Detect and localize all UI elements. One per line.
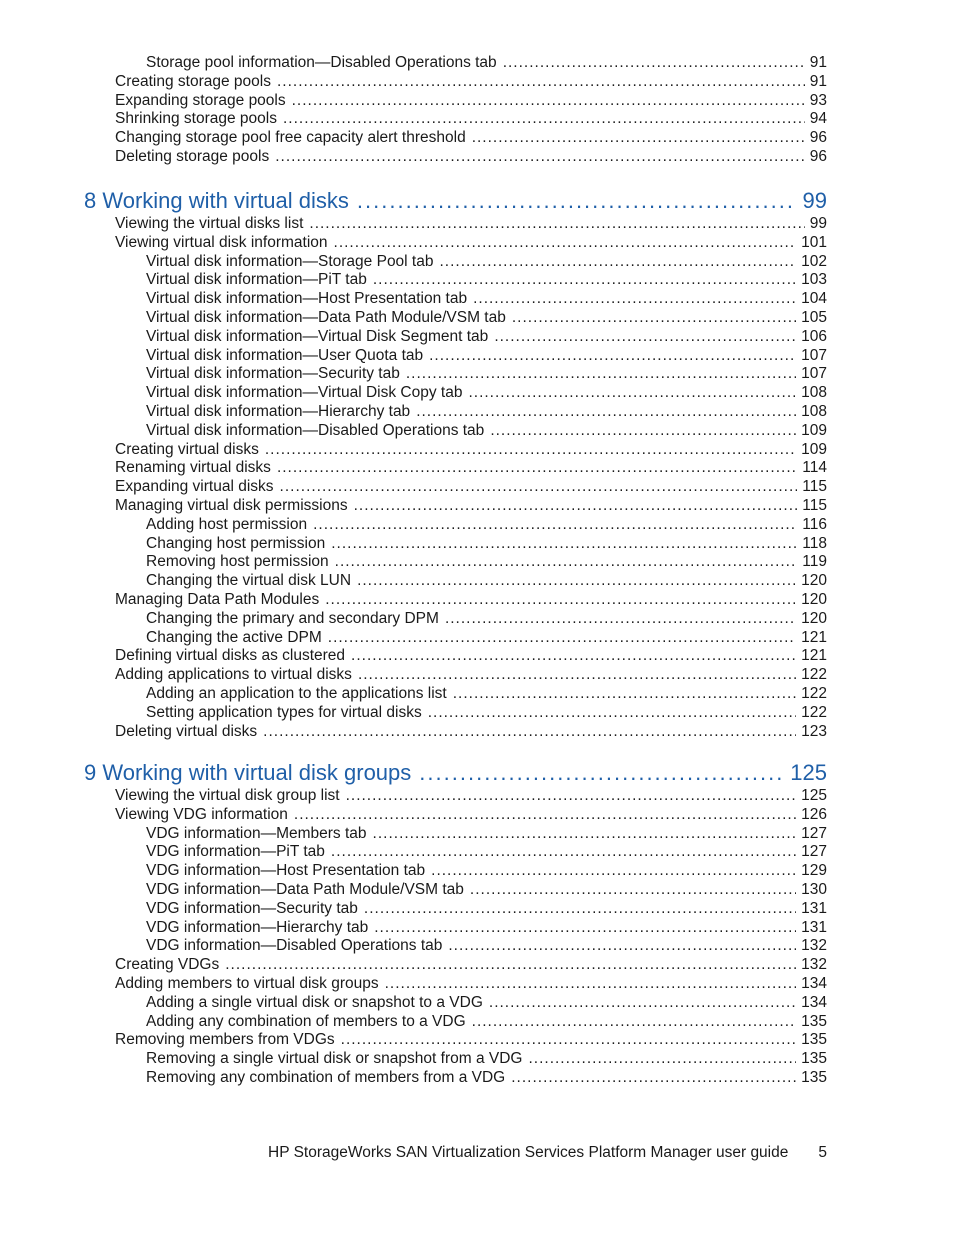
toc-entry-page: 135 — [801, 1031, 827, 1049]
toc-entry-title: Viewing VDG information — [115, 805, 288, 823]
toc-entry[interactable] — [146, 421, 827, 440]
toc-entry-title: VDG information—Disabled Operations tab — [146, 937, 443, 955]
toc-entry-title: Expanding storage pools — [115, 91, 286, 109]
toc-entry-page: 96 — [809, 148, 827, 165]
toc-entry-page: 116 — [802, 515, 827, 533]
chapter-title: 8 Working with virtual disks — [84, 188, 349, 213]
toc-entry[interactable] — [146, 346, 827, 365]
toc-entry-page: 132 — [801, 937, 827, 955]
dot-leader — [364, 899, 796, 918]
toc-entry[interactable] — [146, 628, 827, 647]
toc-entry-page: 125 — [801, 787, 827, 804]
toc-entry-title: Virtual disk information—Storage Pool tab — [146, 252, 434, 270]
dot-leader — [472, 1012, 796, 1031]
toc-entry[interactable] — [146, 684, 827, 703]
toc-entry-page: 120 — [801, 609, 827, 627]
dot-leader — [277, 458, 797, 477]
dot-leader — [334, 233, 797, 252]
toc-entry-title: Expanding virtual disks — [115, 478, 274, 496]
toc-entry-title: Removing members from VDGs — [115, 1031, 335, 1049]
toc-entry[interactable] — [115, 496, 827, 515]
toc-entry-page: 108 — [801, 384, 827, 402]
toc-entry-page: 99 — [809, 215, 827, 232]
dot-leader — [358, 665, 796, 684]
toc-entry-title: Deleting virtual disks — [115, 722, 258, 740]
dot-leader — [328, 628, 796, 647]
toc-entry-page: 121 — [801, 647, 827, 665]
toc-entry-title: Creating storage pools — [115, 72, 271, 90]
toc-entry[interactable] — [115, 974, 827, 993]
toc-entry-title: Viewing virtual disk information — [115, 233, 328, 251]
dot-leader — [468, 383, 796, 402]
toc-entry-title: Adding an application to the applications list — [146, 685, 447, 702]
dot-leader — [419, 758, 784, 788]
toc-entry-page: 132 — [801, 956, 827, 974]
toc-entry[interactable] — [115, 665, 827, 684]
dot-leader — [528, 1049, 796, 1068]
toc-entry[interactable] — [146, 364, 827, 383]
toc-entry-page: 107 — [801, 346, 827, 364]
toc-entry[interactable] — [146, 1049, 827, 1068]
toc-entry-page: 131 — [801, 899, 827, 917]
toc-entry[interactable] — [115, 72, 827, 91]
toc-entry[interactable] — [146, 289, 827, 308]
toc-entry-page: 134 — [801, 975, 827, 992]
dot-leader — [428, 703, 796, 722]
toc-entry-page: 135 — [801, 1069, 827, 1086]
toc-entry[interactable] — [115, 440, 827, 459]
toc-entry-page: 131 — [801, 918, 827, 936]
dot-leader — [335, 552, 798, 571]
toc-entry-page: 130 — [801, 881, 827, 898]
chapter-page: 125 — [790, 760, 827, 785]
toc-entry-title: Creating virtual disks — [115, 440, 259, 458]
toc-entry-title: Setting application types for virtual disks — [146, 703, 422, 721]
toc-entry[interactable] — [115, 786, 827, 805]
toc-entry-title: Changing the active DPM — [146, 628, 322, 646]
dot-leader — [351, 646, 796, 665]
toc-entry[interactable] — [146, 53, 827, 72]
toc-entry[interactable] — [115, 955, 827, 974]
toc-entry[interactable] — [115, 128, 827, 147]
toc-entry-title: Adding a single virtual disk or snapshot to a VDG — [146, 993, 483, 1011]
toc-entry-title: Adding applications to virtual disks — [115, 666, 352, 684]
toc-entry[interactable] — [146, 383, 827, 402]
dot-leader — [275, 147, 805, 166]
toc-entry-page: 103 — [801, 271, 827, 289]
toc-entry[interactable] — [146, 402, 827, 421]
toc-entry[interactable] — [146, 842, 827, 861]
toc-entry-page: 101 — [801, 233, 827, 251]
toc-entry[interactable] — [115, 1030, 827, 1049]
toc-entry[interactable] — [146, 1068, 827, 1087]
toc-entry[interactable] — [115, 805, 827, 824]
dot-leader — [512, 308, 796, 327]
toc-entry-page: 119 — [802, 553, 827, 571]
toc-entry[interactable] — [115, 147, 827, 166]
toc-entry-title: Changing the virtual disk LUN — [146, 572, 352, 590]
chapter-9-heading[interactable] — [84, 758, 827, 788]
chapter-8-heading[interactable] — [84, 186, 827, 216]
toc-entry-page: 105 — [801, 309, 827, 326]
toc-entry[interactable] — [115, 91, 827, 110]
toc-entry-page: 108 — [801, 403, 827, 420]
toc-entry-title: Virtual disk information—User Quota tab — [146, 346, 424, 364]
dot-leader — [429, 346, 796, 365]
dot-leader — [313, 515, 797, 534]
toc-entry[interactable] — [146, 534, 827, 553]
dot-leader — [357, 186, 797, 216]
toc-entry-title: Changing storage pool free capacity alert threshold — [115, 129, 466, 147]
page-footer — [0, 1142, 827, 1164]
toc-entry[interactable] — [146, 327, 827, 346]
toc-entry-page: 121 — [801, 628, 827, 646]
toc-entry-title: Virtual disk information—Disabled Operations tab — [146, 421, 485, 439]
toc-entry[interactable] — [146, 899, 827, 918]
toc-entry-page: 135 — [801, 1012, 827, 1030]
dot-leader — [325, 590, 796, 609]
toc-entry-title: Shrinking storage pools — [115, 110, 277, 128]
toc-entry[interactable] — [146, 571, 827, 590]
toc-entry-page: 120 — [801, 572, 827, 590]
toc-entry-page: 94 — [809, 110, 827, 128]
dot-leader — [373, 270, 796, 289]
chapter-title: 9 Working with virtual disk groups — [84, 760, 412, 785]
toc-entry-page: 127 — [801, 824, 827, 842]
toc-entry[interactable] — [146, 880, 827, 899]
toc-entry-page: 135 — [801, 1050, 827, 1068]
toc-entry-page: 96 — [809, 129, 827, 147]
toc-entry-title: Removing a single virtual disk or snapshot from a VDG — [146, 1050, 523, 1068]
toc-entry-title: Storage pool information—Disabled Operations tab — [146, 54, 497, 71]
toc-entry-page: 114 — [802, 459, 827, 477]
dot-leader — [470, 880, 796, 899]
toc-entry-page: 126 — [801, 805, 827, 823]
toc-entry-title: VDG information—Data Path Module/VSM tab — [146, 881, 464, 898]
toc-entry-page: 109 — [801, 440, 827, 458]
toc-entry-page: 93 — [809, 91, 827, 109]
toc-entry-title: Virtual disk information—PiT tab — [146, 271, 367, 289]
footer-page-number: 5 — [818, 1144, 827, 1161]
toc-entry-title: Removing any combination of members from a VDG — [146, 1069, 506, 1086]
dot-leader — [439, 252, 796, 271]
dot-leader — [292, 91, 805, 110]
toc-entry[interactable] — [115, 722, 827, 741]
toc-entry-title: Viewing the virtual disks list — [115, 215, 304, 232]
dot-leader — [309, 214, 804, 233]
toc-entry-title: VDG information—Members tab — [146, 824, 367, 842]
toc-entry-title: Virtual disk information—Virtual Disk Segment tab — [146, 327, 489, 345]
toc-entry-page: 115 — [802, 478, 827, 496]
toc-entry-title: Adding members to virtual disk groups — [115, 975, 379, 992]
toc-entry[interactable] — [146, 308, 827, 327]
toc-entry[interactable] — [115, 590, 827, 609]
toc-entry-page: 129 — [801, 862, 827, 880]
toc-entry[interactable] — [146, 993, 827, 1012]
dot-leader — [503, 53, 805, 72]
toc-entry[interactable] — [146, 252, 827, 271]
dot-leader — [448, 936, 796, 955]
toc-entry-title: VDG information—PiT tab — [146, 843, 325, 861]
dot-leader — [225, 955, 796, 974]
toc-entry-page: 122 — [801, 685, 827, 702]
toc-entry[interactable] — [115, 458, 827, 477]
dot-leader — [445, 609, 796, 628]
toc-entry-title: Virtual disk information—Data Path Module/VSM tab — [146, 309, 506, 326]
dot-leader — [283, 109, 805, 128]
toc-entry-title: VDG information—Host Presentation tab — [146, 862, 426, 880]
toc-entry[interactable] — [146, 609, 827, 628]
toc-entry[interactable] — [115, 646, 827, 665]
toc-entry[interactable] — [146, 515, 827, 534]
toc-entry-title: Adding host permission — [146, 515, 308, 533]
toc-entry-title: Defining virtual disks as clustered — [115, 647, 346, 665]
dot-leader — [263, 722, 796, 741]
toc-entry-page: 120 — [801, 591, 827, 608]
dot-leader — [416, 402, 796, 421]
dot-leader — [277, 72, 805, 91]
toc-entry-title: VDG information—Security tab — [146, 899, 358, 917]
toc-entry[interactable] — [146, 552, 827, 571]
toc-entry-page: 122 — [801, 703, 827, 721]
dot-leader — [373, 824, 797, 843]
toc-entry-title: Managing virtual disk permissions — [115, 497, 348, 514]
dot-leader — [374, 918, 796, 937]
toc-entry[interactable] — [115, 477, 827, 496]
toc-entry-title: Adding any combination of members to a VDG — [146, 1012, 466, 1030]
toc-entry[interactable] — [115, 109, 827, 128]
dot-leader — [294, 805, 796, 824]
toc-entry[interactable] — [146, 1012, 827, 1031]
toc-entry-title: Virtual disk information—Virtual Disk Copy tab — [146, 384, 463, 402]
dot-leader — [511, 1068, 796, 1087]
toc-entry-title: Renaming virtual disks — [115, 459, 271, 477]
toc-entry-title: Managing Data Path Modules — [115, 591, 320, 608]
toc-entry-page: 102 — [801, 252, 827, 270]
toc-entry-page: 91 — [809, 72, 827, 90]
dot-leader — [341, 1030, 796, 1049]
toc-entry[interactable] — [146, 270, 827, 289]
toc-entry-title: Changing the primary and secondary DPM — [146, 609, 439, 627]
dot-leader — [331, 534, 797, 553]
dot-leader — [280, 477, 798, 496]
toc-entry[interactable] — [146, 824, 827, 843]
dot-leader — [472, 128, 805, 147]
toc-entry-page: 91 — [809, 54, 827, 71]
toc-entry-title: Virtual disk information—Hierarchy tab — [146, 403, 411, 420]
footer-guide-title: HP StorageWorks SAN Virtualization Services Platform Manager user guide — [268, 1144, 789, 1161]
toc-entry-title: VDG information—Hierarchy tab — [146, 918, 369, 936]
dot-leader — [489, 993, 796, 1012]
dot-leader — [331, 842, 796, 861]
toc-entry[interactable] — [146, 861, 827, 880]
dot-leader — [354, 496, 798, 515]
dot-leader — [473, 289, 796, 308]
toc-entry-title: Changing host permission — [146, 534, 326, 552]
toc-entry-page: 106 — [801, 327, 827, 345]
dot-leader — [490, 421, 796, 440]
toc-entry-page: 122 — [801, 666, 827, 684]
dot-leader — [453, 684, 796, 703]
toc-entry-page: 134 — [801, 993, 827, 1011]
toc-entry-page: 107 — [801, 365, 827, 383]
dot-leader — [357, 571, 796, 590]
chapter-page: 99 — [802, 188, 827, 213]
toc-entry-title: Creating VDGs — [115, 956, 220, 974]
toc-entry-page: 118 — [802, 534, 827, 552]
toc-entry-page: 115 — [802, 497, 827, 514]
toc-entry-title: Deleting storage pools — [115, 148, 270, 165]
toc-entry[interactable] — [146, 703, 827, 722]
toc-entry-title: Viewing the virtual disk group list — [115, 787, 340, 804]
dot-leader — [406, 364, 796, 383]
toc-entry[interactable] — [146, 936, 827, 955]
toc-entry-page: 123 — [801, 722, 827, 740]
toc-entry-title: Removing host permission — [146, 553, 329, 571]
dot-leader — [431, 861, 796, 880]
toc-entry-title: Virtual disk information—Host Presentation tab — [146, 290, 468, 308]
toc-entry[interactable] — [146, 918, 827, 937]
toc-entry[interactable] — [115, 214, 827, 233]
dot-leader — [494, 327, 796, 346]
toc-entry[interactable] — [115, 233, 827, 252]
toc-entry-page: 127 — [801, 843, 827, 861]
toc-entry-page: 104 — [801, 290, 827, 308]
toc-entry-title: Virtual disk information—Security tab — [146, 365, 400, 383]
dot-leader — [265, 440, 796, 459]
toc-entry-page: 109 — [801, 421, 827, 439]
dot-leader — [346, 786, 797, 805]
dot-leader — [385, 974, 797, 993]
